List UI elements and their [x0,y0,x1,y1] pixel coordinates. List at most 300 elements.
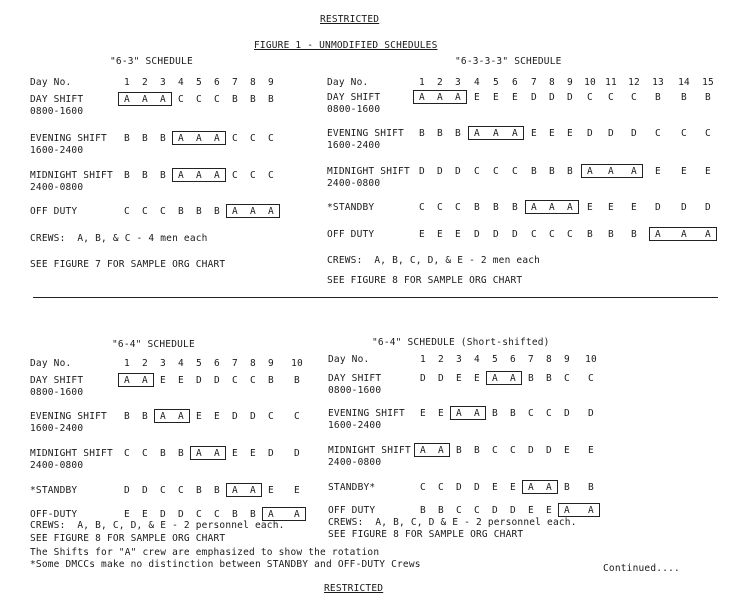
day-number: 9 [564,354,570,365]
shift-time: 2400-0800 [30,182,84,193]
day-number: 10 [584,77,596,88]
crew-cell: E [531,128,537,139]
crew-cell: A [567,202,573,213]
crew-cell: A [214,448,220,459]
crew-cell: E [196,411,202,422]
schedule-note: SEE FIGURE 8 FOR SAMPLE ORG CHART [30,533,226,544]
crew-cell: C [419,202,425,213]
crew-cell: B [124,170,130,181]
day-number: 10 [291,358,303,369]
shift-time: 1600-2400 [327,140,381,151]
day-number: 10 [585,354,597,365]
crew-cell: A [528,482,534,493]
day-number: 15 [702,77,714,88]
crew-cell: D [510,505,516,516]
day-number: 8 [546,354,552,365]
a-crew-highlight-box [522,480,558,494]
crew-cell: B [705,92,711,103]
crew-cell: A [474,408,480,419]
crew-cell: E [142,509,148,520]
crew-cell: B [160,133,166,144]
schedule-note: CREWS: A, B, & C - 4 men each [30,233,208,244]
crew-cell: A [250,485,256,496]
a-crew-highlight-box [558,503,600,517]
crew-cell: B [474,202,480,213]
crew-cell: A [178,133,184,144]
crew-cell: B [232,94,238,105]
crew-cell: B [232,509,238,520]
crew-cell: C [268,170,274,181]
crew-cell: E [567,128,573,139]
crew-cell: B [564,482,570,493]
crew-cell: E [655,166,661,177]
crew-cell: D [142,485,148,496]
crew-cell: C [681,128,687,139]
day-number: 5 [196,358,202,369]
crew-cell: E [214,411,220,422]
crew-cell: C [142,206,148,217]
crew-cell: E [160,375,166,386]
day-number: 4 [474,354,480,365]
crew-cell: C [232,375,238,386]
crew-cell: C [142,448,148,459]
a-crew-highlight-box [172,168,226,182]
crew-cell: B [567,166,573,177]
shift-label: MIDNIGHT SHIFT [328,445,411,456]
schedule-title: "6-4" SCHEDULE [112,339,195,350]
shift-label: EVENING SHIFT [327,128,404,139]
crew-cell: B [250,94,256,105]
crew-cell: E [124,509,130,520]
crew-cell: B [160,448,166,459]
day-number: 14 [678,77,690,88]
crew-cell: D [588,408,594,419]
schedule-note: SEE FIGURE 8 FOR SAMPLE ORG CHART [327,275,523,286]
crew-cell: C [268,411,274,422]
section-divider [33,297,718,298]
crew-cell: A [438,445,444,456]
crew-cell: C [178,94,184,105]
crew-cell: D [438,373,444,384]
crew-cell: B [493,202,499,213]
crew-cell: B [196,485,202,496]
day-number: 4 [474,77,480,88]
shift-time: 2400-0800 [327,178,381,189]
shift-label: *STANDBY [327,202,375,213]
crew-cell: A [437,92,443,103]
crew-cell: A [178,411,184,422]
crew-cell: D [474,229,480,240]
crew-cell: C [268,133,274,144]
a-crew-highlight-box [154,409,190,423]
crew-cell: C [196,509,202,520]
shift-label: STANDBY* [328,482,376,493]
crew-cell: D [419,166,425,177]
crew-cell: B [681,92,687,103]
crew-cell: E [512,92,518,103]
crew-cell: D [549,92,555,103]
shift-time: 1600-2400 [30,145,84,156]
crew-cell: C [512,166,518,177]
crew-cell: D [528,445,534,456]
shift-time: 0800-1600 [328,385,382,396]
continued-label: Continued.... [603,563,680,574]
crew-cell: C [232,133,238,144]
crew-cell: A [214,170,220,181]
day-number: 4 [178,358,184,369]
crew-cell: B [160,170,166,181]
crew-cell: B [250,509,256,520]
crew-cell: A [124,375,130,386]
crew-cell: B [178,206,184,217]
footer-classification: RESTRICTED [324,583,384,594]
crew-cell: E [437,229,443,240]
shift-time: 0800-1600 [30,106,84,117]
crew-cell: E [681,166,687,177]
crew-cell: A [419,92,425,103]
crew-cell: D [493,229,499,240]
crew-cell: E [492,482,498,493]
crew-cell: B [438,505,444,516]
crew-cell: A [681,229,687,240]
shift-label: DAY SHIFT [30,94,84,105]
crew-cell: A [232,485,238,496]
crew-cell: B [142,170,148,181]
a-crew-highlight-box [118,373,154,387]
crew-cell: A [196,448,202,459]
crew-cell: D [531,92,537,103]
crew-cell: B [124,133,130,144]
schedule-title: "6-4" SCHEDULE (Short-shifted) [372,337,550,348]
crew-cell: C [160,485,166,496]
crew-cell: B [655,92,661,103]
crew-cell: D [492,505,498,516]
crew-cell: A [196,170,202,181]
crew-cell: B [531,166,537,177]
crew-cell: B [492,408,498,419]
shift-label: EVENING SHIFT [30,133,107,144]
crew-cell: C [567,229,573,240]
crew-cell: D [268,448,274,459]
day-number: 6 [510,354,516,365]
day-number: 2 [142,358,148,369]
crew-cell: E [419,229,425,240]
crew-cell: E [546,505,552,516]
shift-label: DAY SHIFT [327,92,381,103]
crew-cell: C [510,445,516,456]
day-number: 4 [178,77,184,88]
crew-cell: C [587,92,593,103]
crew-cell: D [705,202,711,213]
day-number: 5 [196,77,202,88]
crew-cell: A [232,206,238,217]
crew-cell: C [124,206,130,217]
a-crew-highlight-box [414,443,450,457]
crew-cell: A [196,133,202,144]
crew-cell: B [455,128,461,139]
crew-cell: A [564,505,570,516]
day-no-label: Day No. [328,354,370,365]
crew-cell: D [564,408,570,419]
crew-cell: C [294,411,300,422]
shift-label: MIDNIGHT SHIFT [30,448,113,459]
crew-cell: D [196,375,202,386]
day-number: 11 [605,77,617,88]
crew-cell: E [549,128,555,139]
day-number: 13 [652,77,664,88]
crew-cell: B [268,375,274,386]
crew-cell: A [546,482,552,493]
shift-label: EVENING SHIFT [30,411,107,422]
shift-time: 2400-0800 [30,460,84,471]
shift-time: 0800-1600 [327,104,381,115]
crew-cell: E [510,482,516,493]
a-crew-highlight-box [581,164,643,178]
crew-cell: B [549,166,555,177]
crew-cell: D [232,411,238,422]
crew-cell: A [160,411,166,422]
crew-cell: E [474,92,480,103]
day-no-label: Day No. [30,77,72,88]
crew-cell: D [512,229,518,240]
shift-time: 1600-2400 [30,423,84,434]
crew-cell: A [510,373,516,384]
crew-cell: D [681,202,687,213]
crew-cell: C [214,509,220,520]
crew-cell: D [437,166,443,177]
shift-label: MIDNIGHT SHIFT [30,170,113,181]
crew-cell: A [142,375,148,386]
crew-cell: A [178,170,184,181]
crew-cell: E [588,445,594,456]
schedule-note: SEE FIGURE 7 FOR SAMPLE ORG CHART [30,259,226,270]
crew-cell: A [160,94,166,105]
crew-cell: A [549,202,555,213]
crew-cell: E [564,445,570,456]
crew-cell: C [250,170,256,181]
crew-cell: B [142,411,148,422]
crew-cell: A [587,166,593,177]
crew-cell: E [493,92,499,103]
day-number: 3 [456,354,462,365]
crew-cell: A [705,229,711,240]
crew-cell: D [474,482,480,493]
crew-cell: B [214,206,220,217]
a-crew-highlight-box [450,406,486,420]
crew-cell: C [608,92,614,103]
schedule-note: SEE FIGURE 8 FOR SAMPLE ORG CHART [328,529,524,540]
crew-cell: B [512,202,518,213]
crew-cell: D [124,485,130,496]
a-crew-highlight-box [118,92,172,106]
crew-cell: E [232,448,238,459]
crew-cell: B [437,128,443,139]
crew-cell: E [631,202,637,213]
crew-cell: B [608,229,614,240]
crew-cell: B [419,128,425,139]
crew-cell: C [178,485,184,496]
crew-cell: C [214,94,220,105]
crew-cell: A [456,408,462,419]
day-number: 7 [232,358,238,369]
shift-time: 0800-1600 [30,387,84,398]
a-crew-highlight-box [226,483,262,497]
crew-cell: B [268,94,274,105]
day-number: 8 [549,77,555,88]
day-number: 7 [528,354,534,365]
crew-cell: C [528,408,534,419]
crew-cell: E [455,229,461,240]
crew-cell: E [528,505,534,516]
day-number: 7 [531,77,537,88]
schedule-title: "6-3" SCHEDULE [110,56,193,67]
crew-cell: B [178,448,184,459]
crew-cell: C [705,128,711,139]
crew-cell: C [455,202,461,213]
figure-title: FIGURE 1 - UNMODIFIED SCHEDULES [254,40,438,51]
crew-cell: B [456,445,462,456]
crew-cell: E [456,373,462,384]
day-number: 2 [437,77,443,88]
crew-cell: E [250,448,256,459]
crew-cell: D [250,411,256,422]
crew-cell: A [631,166,637,177]
crew-cell: C [493,166,499,177]
day-number: 6 [214,358,220,369]
day-number: 8 [250,358,256,369]
crew-cell: A [250,206,256,217]
crew-cell: A [214,133,220,144]
a-crew-highlight-box [486,371,522,385]
a-crew-highlight-box [525,200,579,214]
crew-cell: D [456,482,462,493]
day-number: 6 [512,77,518,88]
crew-cell: E [420,408,426,419]
crew-cell: B [546,373,552,384]
crew-cell: B [124,411,130,422]
day-number: 2 [438,354,444,365]
crew-cell: A [655,229,661,240]
crew-cell: A [512,128,518,139]
day-number: 9 [268,358,274,369]
crew-cell: D [294,448,300,459]
day-number: 1 [124,358,130,369]
a-crew-highlight-box [226,204,280,218]
crew-cell: B [587,229,593,240]
day-number: 2 [142,77,148,88]
crew-cell: A [420,445,426,456]
schedule-note: CREWS: A, B, C, D, & E - 2 men each [327,255,541,266]
crew-cell: C [588,373,594,384]
a-crew-highlight-box [262,507,306,521]
header-classification: RESTRICTED [320,14,380,25]
a-crew-highlight-box [190,446,226,460]
crew-cell: B [420,505,426,516]
crew-cell: A [492,373,498,384]
schedule-note: CREWS: A, B, C, D, & E - 2 personnel each. [30,520,285,531]
crew-cell: B [474,445,480,456]
crew-cell: D [631,128,637,139]
day-number: 3 [455,77,461,88]
crew-cell: A [474,128,480,139]
day-number: 5 [493,77,499,88]
crew-cell: E [587,202,593,213]
day-no-label: Day No. [327,77,369,88]
footnote-rotation: The Shifts for "A" crew are emphasized to show the rotation [30,547,380,558]
crew-cell: A [142,94,148,105]
crew-cell: C [232,170,238,181]
crew-cell: C [492,445,498,456]
shift-label: MIDNIGHT SHIFT [327,166,410,177]
crew-cell: C [437,202,443,213]
shift-label: OFF DUTY [30,206,78,217]
a-crew-highlight-box [649,227,717,241]
shift-time: 1600-2400 [328,420,382,431]
schedule-title: "6-3-3-3" SCHEDULE [455,56,562,67]
crew-cell: C [631,92,637,103]
day-number: 8 [250,77,256,88]
day-no-label: Day No. [30,358,72,369]
crew-cell: E [178,375,184,386]
shift-label: DAY SHIFT [30,375,84,386]
crew-cell: D [546,445,552,456]
day-number: 3 [160,77,166,88]
a-crew-highlight-box [413,90,467,104]
crew-cell: D [455,166,461,177]
a-crew-highlight-box [172,131,226,145]
footnote-standby: *Some DMCCs make no distinction between STANDBY and OFF-DUTY Crews [30,559,421,570]
crew-cell: C [124,448,130,459]
crew-cell: C [196,94,202,105]
crew-cell: C [549,229,555,240]
day-number: 1 [420,354,426,365]
shift-label: EVENING SHIFT [328,408,405,419]
shift-label: OFF DUTY [327,229,375,240]
crew-cell: D [214,375,220,386]
crew-cell: D [160,509,166,520]
crew-cell: D [178,509,184,520]
crew-cell: C [474,166,480,177]
crew-cell: E [474,373,480,384]
crew-cell: B [214,485,220,496]
crew-cell: D [655,202,661,213]
crew-cell: E [705,166,711,177]
crew-cell: C [250,133,256,144]
crew-cell: C [655,128,661,139]
day-number: 3 [160,358,166,369]
crew-cell: C [420,482,426,493]
crew-cell: A [294,509,300,520]
crew-cell: D [587,128,593,139]
a-crew-highlight-box [468,126,524,140]
schedule-note: CREWS: A, B, C, D & E - 2 personnel each. [328,517,577,528]
day-number: 9 [567,77,573,88]
crew-cell: B [588,482,594,493]
crew-cell: A [268,509,274,520]
day-number: 12 [628,77,640,88]
shift-label: OFF DUTY [328,505,376,516]
crew-cell: A [531,202,537,213]
day-number: 1 [419,77,425,88]
crew-cell: B [528,373,534,384]
crew-cell: C [531,229,537,240]
crew-cell: C [160,206,166,217]
crew-cell: E [438,408,444,419]
shift-label: OFF-DUTY [30,509,78,520]
shift-label: DAY SHIFT [328,373,382,384]
crew-cell: E [608,202,614,213]
day-number: 1 [124,77,130,88]
